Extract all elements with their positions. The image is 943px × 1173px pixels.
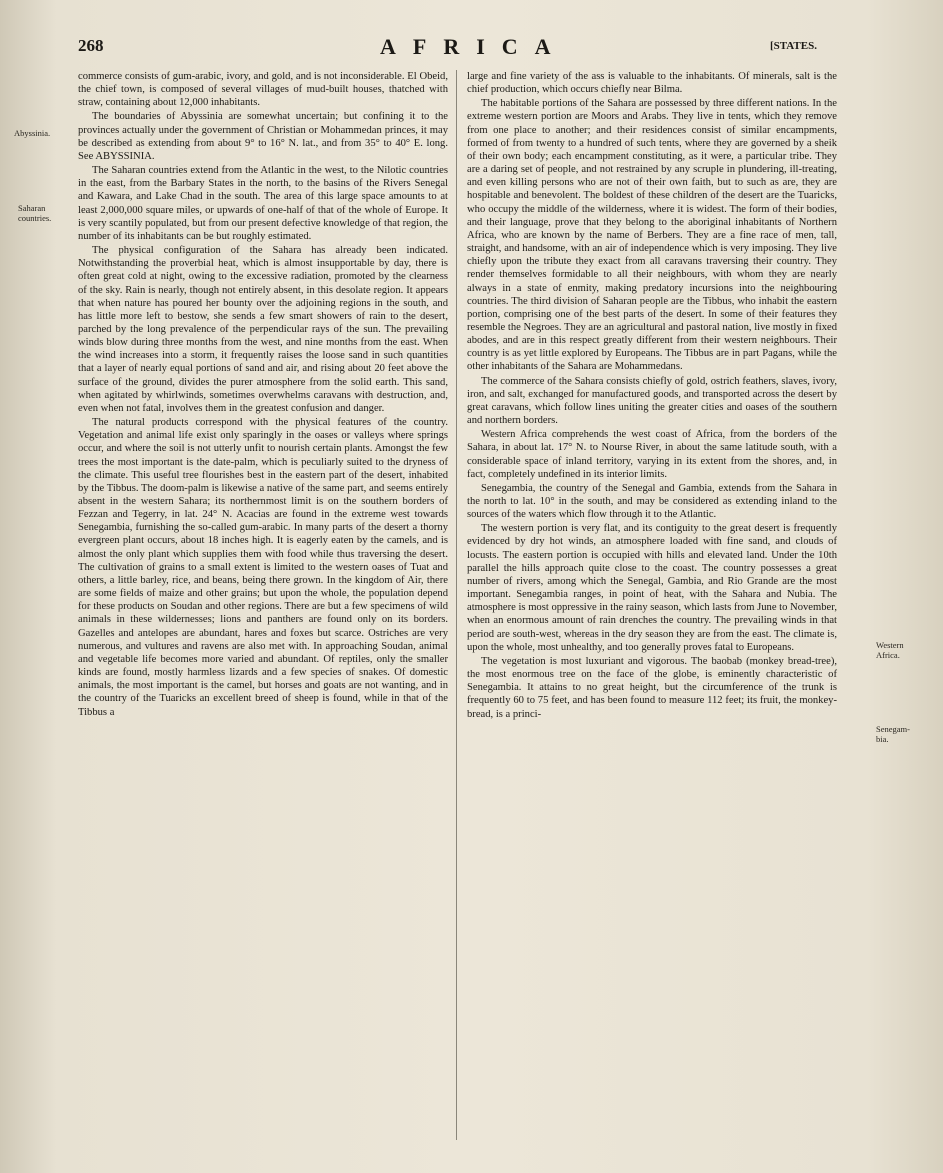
paragraph: The physical configuration of the Sahara has already been indicated. Notwithstanding the proverbial heat, which is almost insupportable by day, there is often great cold at night, owing to the excessive radiation, promoted by the clearness of the sky. Rain is nearly, though not entirely absent, in this desolate region. It appears that when nature has poured her bounty over the adjoining regions in the south, and has little more left to bestow, she sends a few smart showers of rain to the desert, parched by the long prevalence of the perpendicular rays of the sun. The prevailing winds blow during three months from the west, and nine months from the east. When the wind increases into a storm, it frequently raises the loose sand in such quantities that a layer of nearly equal portions of sand and air, and rising about 20 feet above the surface of the ground, divides the purer atmosphere from the solid earth. This sand, when agitated by whirlwinds, sometimes overwhelms caravans with destruction, and, even when not fatal, involves them in the greatest confusion and danger. xyxy=(78,245,448,414)
margin-note-western-africa xyxy=(876,640,904,660)
margin-note-saharan xyxy=(18,203,51,223)
paragraph: The western portion is very flat, and its contiguity to the great desert is frequently evidenced by dry hot winds, an atmosphere loaded with fine sand, and clouds of locusts. The eastern portion is occupied with hills and elevated land. Under the 10th parallel the hills approach quite close to the coast. The country possesses a great number of rivers, among which the Senegal, Gambia, and Rio Grande are the most important. Senegambia ranges, in point of heat, with the Sahara and Nubia. The atmosphere is most oppressive in the rainy season, which lasts from June to November, when an enormous amount of rain drenches the country. The prevailing winds in that period are south-west, whereas in the dry season they are from the east. The climate is, upon the whole, most unhealthy, and too generally proves fatal to Europeans. xyxy=(467,523,837,653)
right-column xyxy=(467,70,837,721)
paragraph: Western Africa comprehends the west coast of Africa, from the borders of the Sahara, in about lat. 17° N. to Nourse River, in about the same latitude south, with a considerable space of inland territory, varying in its extent from the shores, and, in fact, completely undefined in its interior limits. xyxy=(467,429,837,480)
page-header xyxy=(0,36,943,66)
column-divider xyxy=(456,70,457,1140)
margin-note-senegambia-line1: Senegam- xyxy=(876,724,910,734)
paragraph: The natural products correspond with the physical features of the country. Vegetation and animal life exist only sparingly in the oases or valleys where springs occur, and where the soil is not utterly unfit to nourish certain plants. Amongst the few trees the most important is the date-palm, which is peculiarly suited to the dryness of the climate. This useful tree flourishes best in the eastern part of the desert, inhabited by the Tibbus. The doom-palm is likewise a native of the same part, and seems entirely absent in the western Sahara; its northernmost limit is on the southern borders of Fezzan and Tegerry, in lat. 24° N. Acacias are found in the extreme west towards Senegambia, furnishing the so-called gum-arabic. In many parts of the desert a thorny evergreen plant occurs, about 18 inches high. It is eagerly eaten by the camels, and is almost the only plant which supplies them with food while thus traversing the desert. The cultivation of grains to a small extent is limited to the western oases of Tuat and others, a little barley, rice, and beans, being there grown. In the kingdom of Air, there are some fields of maize and other grains; but upon the whole, the population depend for these products on Soudan and other regions. There are but a few specimens of wild animals in these wildernesses; lions and panthers are found only on its borders. Gazelles and antelopes are abundant, hares and foxes but scarce. Ostriches are very numerous, and vultures and ravens are also met with. In approaching Soudan, animal and vegetable life becomes more varied and abundant. Of reptiles, only the smaller kinds are found, mostly harmless lizards and a few species of snakes. Of domestic animals, the most important is the camel, but horses and goats are not wanting, and in the country of the Tuaricks an excellent breed of sheep is found, while in that of the Tibbus a xyxy=(78,417,448,718)
section-tag: [STATES. xyxy=(770,40,817,52)
margin-note-abyssinia xyxy=(14,128,50,138)
margin-note-abyssinia-text: Abyssinia. xyxy=(14,128,51,138)
paragraph: Senegambia, the country of the Senegal and Gambia, extends from the Sahara in the north to lat. 10° in the south, and may be considered as extending inland to the sources of the waters which flow through it to the Atlantic. xyxy=(467,482,837,521)
margin-note-saharan-line2: countries. xyxy=(18,213,52,223)
paragraph: large and fine variety of the ass is valuable to the inhabitants. Of minerals, salt is the chief production, which occurs chiefly near Bilma. xyxy=(467,71,837,96)
margin-note-western-line1: Western xyxy=(876,640,904,650)
left-column xyxy=(78,70,448,719)
paragraph: commerce consists of gum-arabic, ivory, and gold, and is not inconsiderable. El Obeid, the chief town, is composed of several villages of mud-built houses, thatched with straw, containing about 12,000 inhabitants. xyxy=(78,71,448,109)
paragraph: The commerce of the Sahara consists chiefly of gold, ostrich feathers, slaves, ivory, iron, and salt, exchanged for manufactured goods, and transported across the desert by great caravans, which follow lines uniting the greater cities and oases of the southern and northern borders. xyxy=(467,375,837,427)
margin-note-saharan-line1: Saharan xyxy=(18,203,46,213)
margin-note-senegambia-line2: bia. xyxy=(876,734,889,744)
page-number: 268 xyxy=(78,36,104,55)
paragraph: The habitable portions of the Sahara are possessed by three different nations. In the extreme western portion are Moors and Arabs. They live in tents, which they remove from one place to another; and their residences consist of similar encampments, formed of from twenty to a hundred of such tents, where they are governed by a sheik of their own body; each encampment constituting, as it were, a particular tribe. They are a daring set of people, and not restrained by any scruple in plundering, ill-treating, and even killing persons who are not of their own faith, but to such as are, they are hospitable and benevolent. The boldest of these children of the desert are the Tuaricks, who occupy the middle of the wilderness, where it is widest. The form of their bodies, and their language, prove that they belong to the aboriginal inhabitants of Northern Africa, who are known by the name of Berbers. They are a fine race of men, tall, straight, and handsome, with an air of independence which is very imposing. They live chiefly upon the tribute they exact from all caravans traversing their country. They render themselves formidable to all their neighbours, with whom they are nearly always in a state of enmity, making predatory incursions into the neighbouring countries. The third division of Saharan people are the Tibbus, who inhabit the eastern portion, comprising one of the best parts of the desert. In some of their features they resemble the Negroes. They are an agricultural and pastoral nation, live mostly in fixed abodes, and are in this respect greatly different from their western neighbours. Their country is as yet little explored by Europeans. The Tibbus are in part Pagans, while the other inhabitants of the Sahara are Mohammedans. xyxy=(467,98,837,373)
margin-note-western-line2: Africa. xyxy=(876,650,900,660)
paragraph: The vegetation is most luxuriant and vigorous. The baobab (monkey bread-tree), the most enormous tree on the face of the globe, is eminently characteristic of Senegambia. It attains to no great height, but the circumference of the trunk is frequently 60 to 75 feet, and has been found to measure 112 feet; its fruit, the monkey-bread, is a princi- xyxy=(467,655,837,720)
paragraph: The boundaries of Abyssinia are somewhat uncertain; but confining it to the provinces actually under the government of Christian or Mohammedan princes, it may be described as extending from about 9° to 16° N. lat., and from 35° to 40° E. long. See ABYSSINIA. xyxy=(78,111,448,162)
margin-note-senegambia xyxy=(876,724,910,744)
running-title: AFRICA xyxy=(380,34,568,59)
paragraph: The Saharan countries extend from the Atlantic in the west, to the Nilotic countries in the east, from the Barbary States in the north, to the basins of the Rivers Senegal and Kawara, and Lake Chad in the south. The area of this large space amounts to at least 2,000,000 square miles, or upwards of one-half of that of the whole of Europe. It is very scantily populated, but from our present defective knowledge of that region, the number of its inhabitants can be but roughly estimated. xyxy=(78,165,448,242)
